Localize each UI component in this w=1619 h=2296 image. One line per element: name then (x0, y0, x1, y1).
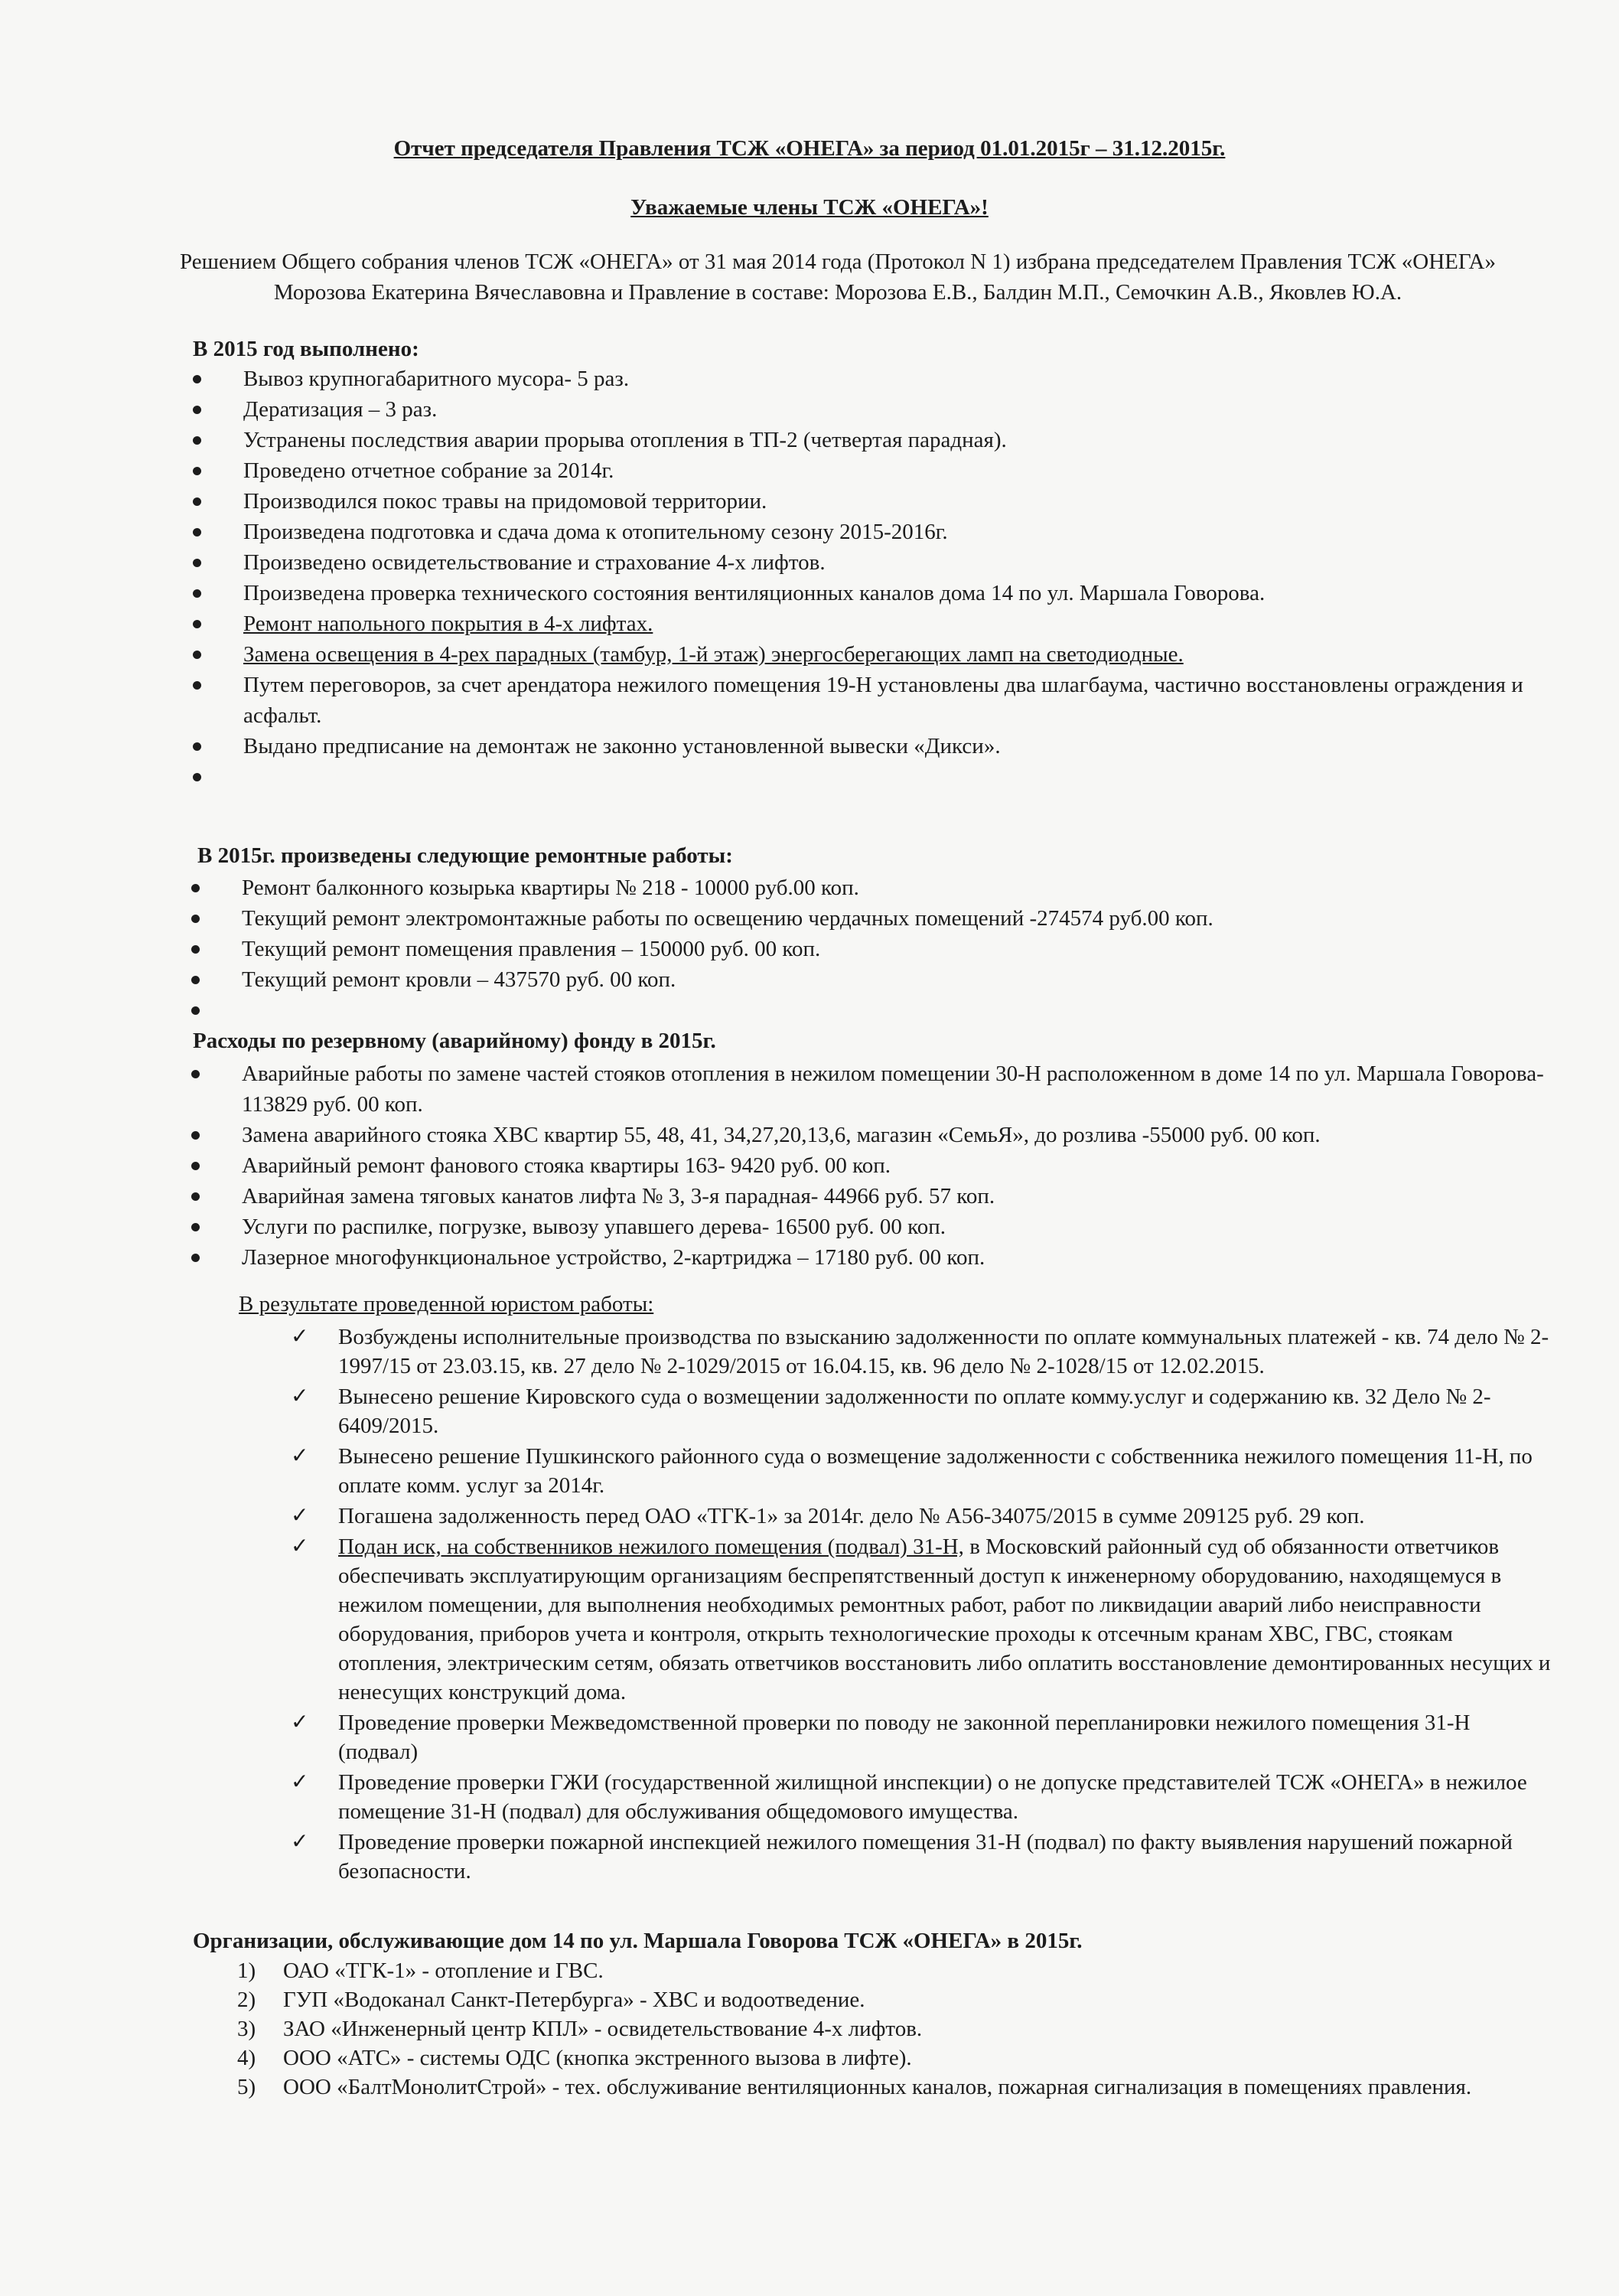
list-item: Замена аварийного стояка ХВС квартир 55, 48, 41, 34,27,20,13,6, магазин «СемьЯ», до розлива -55000 руб. 00 коп. (188, 1120, 1565, 1150)
bullet-icon (193, 681, 201, 690)
legal-list (291, 1322, 1553, 1887)
list-item: Вывоз крупногабаритного мусора- 5 раз. (190, 364, 1552, 394)
list-item: Аварийный ремонт фанового стояка квартиры 163- 9420 руб. 00 коп. (188, 1150, 1565, 1181)
underlined-lead: Подан иск, на собственников нежилого помещения (подвал) 31-Н, (338, 1534, 964, 1559)
list-item: Ремонт балконного козырька квартиры № 218 - 10000 руб.00 коп. (188, 872, 1550, 903)
done-list (190, 364, 1552, 762)
bullet-icon (191, 1006, 200, 1015)
reserve-list (188, 1058, 1565, 1273)
repairs-heading: В 2015г. произведены следующие ремонтные работы: (197, 843, 733, 868)
bullet-icon (193, 559, 201, 567)
bullet-icon (193, 620, 201, 628)
list-item: Аварийные работы по замене частей стояков отопления в нежилом помещении 30-Н расположенном в доме 14 по ул. Маршала Говорова- 113829 руб. 00 коп. (188, 1058, 1565, 1120)
list-item: ✓ Подан иск, на собственников нежилого помещения (подвал) 31-Н, в Московский районный суд об обязанности ответчиков обеспечивать эксплуатирующим организациям беспрепятственный доступ к инженерному оборудованию, находящемуся в нежилом помещении, для выполнения необходимых ремонтных работ, работ по ликвидации аварий либо неисправности оборудования, приборов учета и контроля, открыть технологические проходы к отсечным кранам ХВС, ГВС, стоякам отопления, электрическим сетям, обязать ответчиков восстановить либо оплатить восстановление демонтированных несущих и ненесущих конструкций дома. (291, 1532, 1553, 1707)
bullet-icon (193, 375, 201, 383)
bullet-icon (193, 742, 201, 751)
list-item: Дератизация – 3 раз. (190, 394, 1552, 425)
bullet-icon (191, 1070, 200, 1078)
bullet-icon (193, 773, 201, 781)
check-icon: ✓ (291, 1444, 309, 1468)
reserve-heading: Расходы по резервному (аварийному) фонду в 2015г. (193, 1029, 716, 1053)
list-item: Текущий ремонт кровли – 437570 руб. 00 коп. (188, 964, 1550, 995)
check-icon: ✓ (291, 1384, 309, 1408)
list-item: ✓ Возбуждены исполнительные производства по взысканию задолженности по оплате коммунальных платежей - кв. 74 дело № 2-1997/15 от 23.03.15, кв. 27 дело № 2-1029/2015 от 16.04.15, кв. 96 дело № 2-1028/15 от 12.02.2015. (291, 1322, 1553, 1381)
orgs-heading: Организации, обслуживающие дом 14 по ул. Маршала Говорова ТСЖ «ОНЕГА» в 2015г. (193, 1929, 1083, 1953)
list-item: Устранены последствия аварии прорыва отопления в ТП-2 (четвертая парадная). (190, 425, 1552, 455)
bullet-icon (191, 915, 200, 923)
orgs-list (237, 1956, 1507, 2102)
document-title: Отчет председателя Правления ТСЖ «ОНЕГА» за период 01.01.2015г – 31.12.2015г. (393, 136, 1226, 161)
bullet-icon (193, 528, 201, 536)
bullet-icon (191, 976, 200, 984)
bullet-icon (193, 651, 201, 659)
list-item: ✓ Вынесено решение Пушкинского районного суда о возмещение задолженности с собственника нежилого помещения 11-Н, по оплате комм. услуг за 2014г. (291, 1442, 1553, 1500)
list-item: 1) ОАО «ТГК-1» - отопление и ГВС. (237, 1958, 604, 1983)
list-item: Производился покос травы на придомовой территории. (190, 486, 1552, 517)
list-item: ✓ Проведение проверки ГЖИ (государственной жилищной инспекции) о не допуске представителей ТСЖ «ОНЕГА» в нежилое помещение 31-Н (подвал) для обслуживания общедомового имущества. (291, 1768, 1553, 1826)
list-item: Выдано предписание на демонтаж не законно установленной вывески «Дикси». (190, 731, 1552, 762)
bullet-icon (193, 589, 201, 598)
list-item: ✓ Проведение проверки пожарной инспекцией нежилого помещения 31-Н (подвал) по факту выявления нарушений пожарной безопасности. (291, 1828, 1553, 1886)
list-item: Произведено освидетельствование и страхование 4-х лифтов. (190, 547, 1552, 578)
check-icon: ✓ (291, 1770, 309, 1794)
list-item: Текущий ремонт электромонтажные работы по освещению чердачных помещений -274574 руб.00 коп. (188, 903, 1550, 934)
list-item: 2) ГУП «Водоканал Санкт-Петербурга» - ХВС и водоотведение. (237, 1988, 865, 2012)
done-heading: В 2015 год выполнено: (193, 337, 419, 361)
check-icon: ✓ (291, 1325, 309, 1349)
bullet-icon (191, 1131, 200, 1140)
bullet-icon (191, 1254, 200, 1262)
list-item: Замена освещения в 4-рех парадных (тамбур, 1-й этаж) энергосберегающих ламп на светодиодные. (190, 639, 1552, 670)
list-item: Услуги по распилке, погрузке, вывозу упавшего дерева- 16500 руб. 00 коп. (188, 1212, 1565, 1242)
check-icon: ✓ (291, 1830, 309, 1854)
list-item: ✓ Погашена задолженность перед ОАО «ТГК-1» за 2014г. дело № А56-34075/2015 в сумме 209125 руб. 29 коп. (291, 1502, 1553, 1531)
bullet-icon (191, 1162, 200, 1170)
bullet-icon (193, 406, 201, 414)
check-icon: ✓ (291, 1711, 309, 1734)
check-icon: ✓ (291, 1534, 309, 1558)
bullet-icon (193, 436, 201, 445)
list-item: Произведена подготовка и сдача дома к отопительному сезону 2015-2016г. (190, 517, 1552, 547)
intro-paragraph: Решением Общего собрания членов ТСЖ «ОНЕГА» от 31 мая 2014 года (Протокол N 1) избрана председателем Правления ТСЖ «ОНЕГА» Морозова Екатерина Вячеславовна и Правление в составе: Морозова Е.В., Балдин М.П., Семочкин А.В., Яковлев Ю.А. (180, 249, 1496, 305)
repairs-list (188, 872, 1550, 995)
bullet-icon (193, 467, 201, 475)
bullet-icon (191, 884, 200, 892)
check-icon: ✓ (291, 1504, 309, 1528)
list-item: 3) ЗАО «Инженерный центр КПЛ» - освидетельствование 4-х лифтов. (237, 2017, 923, 2041)
greeting: Уважаемые члены ТСЖ «ОНЕГА»! (630, 195, 989, 220)
list-item: 5) ООО «БалтМонолитСтрой» - тех. обслуживание вентиляционных каналов, пожарная сигнализация в помещениях правления. (237, 2075, 1472, 2099)
list-item: Проведено отчетное собрание за 2014г. (190, 455, 1552, 486)
list-item: Произведена проверка технического состояния вентиляционных каналов дома 14 по ул. Маршала Говорова. (190, 578, 1552, 608)
list-item: Путем переговоров, за счет арендатора нежилого помещения 19-Н установлены два шлагбаума, частично восстановлены ограждения и асфальт. (190, 670, 1552, 731)
list-item: ✓ Проведение проверки Межведомственной проверки по поводу не законной перепланировки нежилого помещения 31-Н (подвал) (291, 1708, 1553, 1766)
legal-heading: В результате проведенной юристом работы: (239, 1292, 654, 1316)
bullet-icon (191, 945, 200, 954)
bullet-icon (193, 497, 201, 506)
list-item: 4) ООО «АТС» - системы ОДС (кнопка экстренного вызова в лифте). (237, 2046, 912, 2070)
list-item: Аварийная замена тяговых канатов лифта № 3, 3-я парадная- 44966 руб. 57 коп. (188, 1181, 1565, 1212)
list-item: Текущий ремонт помещения правления – 150000 руб. 00 коп. (188, 934, 1550, 964)
bullet-icon (191, 1223, 200, 1231)
bullet-icon (191, 1192, 200, 1201)
list-item: Ремонт напольного покрытия в 4-х лифтах. (190, 608, 1552, 639)
list-item: Лазерное многофункциональное устройство, 2-картриджа – 17180 руб. 00 коп. (188, 1242, 1565, 1273)
list-item: ✓ Вынесено решение Кировского суда о возмещении задолженности по оплате комму.услуг и содержанию кв. 32 Дело № 2-6409/2015. (291, 1382, 1553, 1440)
